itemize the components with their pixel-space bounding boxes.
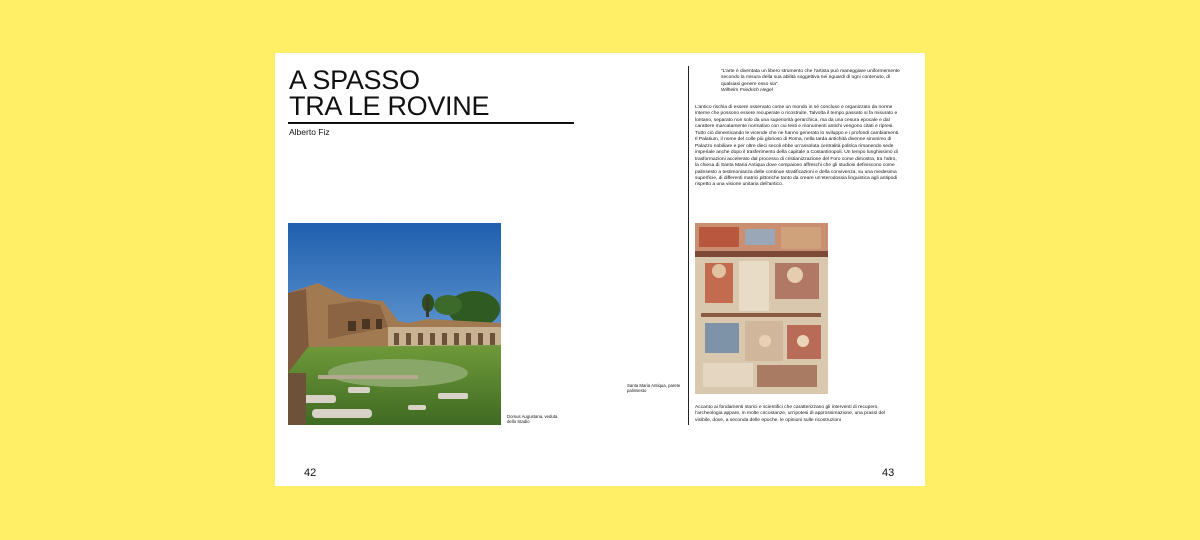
quote-attribution: Wilhelm Friedrich Hegel: [721, 87, 773, 93]
quote-text: “L’arte è diventata un libero strumento che l’artista può maneggiare uniformemente secondo la misura della sua abilità soggettiva nei riguardi di ogni contenuto, di qualsiasi genere esso sia”.: [721, 69, 900, 87]
page-number-right: 43: [882, 467, 895, 479]
fresco-photo: [695, 223, 828, 394]
fresco-caption: Santa Maria Antiqua, parete palinsesto: [627, 383, 681, 394]
stadium-photo: [288, 223, 501, 425]
article-title: [289, 67, 589, 119]
title-rule: [288, 122, 574, 124]
article-author: Alberto Fiz: [289, 127, 330, 137]
epigraph-quote: [721, 69, 901, 94]
stadium-caption: Domus Augustana, veduta dello Stadio: [507, 414, 558, 425]
body-paragraph-1: L’antico rischia di essere osservato come un mondo in sé concluso e organizzato da norme interne che possono essere recuperate o ricostruite. Talvolta il tempo passato si fa misurato e lontano, separato non solo da una superiorità gerarchica, ma da una cesura epocale e dal carattere marcatamente normativo con cui testi e monumenti antichi vengono citati e ripresi. Tutto ciò dimenticando le vicende che ne hanno generato lo sviluppo e i profondi cambiamenti. Il Palatium, il nome del colle più glorioso di Roma, nella tarda antichità divenne sinonimo di Palazzo nobiliare e per oltre dieci secoli ebbe un’assoluta centralità politica rimanendo sede imperiale anche dopo il trasferimento della capitale a Costantinopoli. Un tempo lunghissimo di trasformazioni accelerato dal processo di cristianizzazione del Foro come dimostra, tra l’altro, la chiesa di Santa Maria Antiqua dove compaiono affreschi che gli studiosi definiscono come palinsesto a testimonianza delle continue stratificazioni e della convivenza, su una medesima superficie, di differenti matrici pittoriche tanto da creare un’eterodossia linguistica agli antipodi rispetto a una visione unitaria dell’antico.: [695, 105, 900, 188]
page-number-left: 42: [304, 467, 317, 479]
body-paragraph-2: Accanto ai fondamenti storici e scientifici che caratterizzano gli interventi di recupero, l’archeologia appare, in molte circostanze, un’ipotesi di approssimazione, una prassi del visibile, dove, a seconda delle epoche, le opinioni sulle ricostruzioni: [695, 405, 886, 423]
magazine-spread: [275, 53, 925, 486]
column-divider: [688, 66, 689, 425]
title-line-1: A SPASSO: [289, 65, 420, 95]
title-line-2: TRA LE ROVINE: [289, 91, 490, 121]
